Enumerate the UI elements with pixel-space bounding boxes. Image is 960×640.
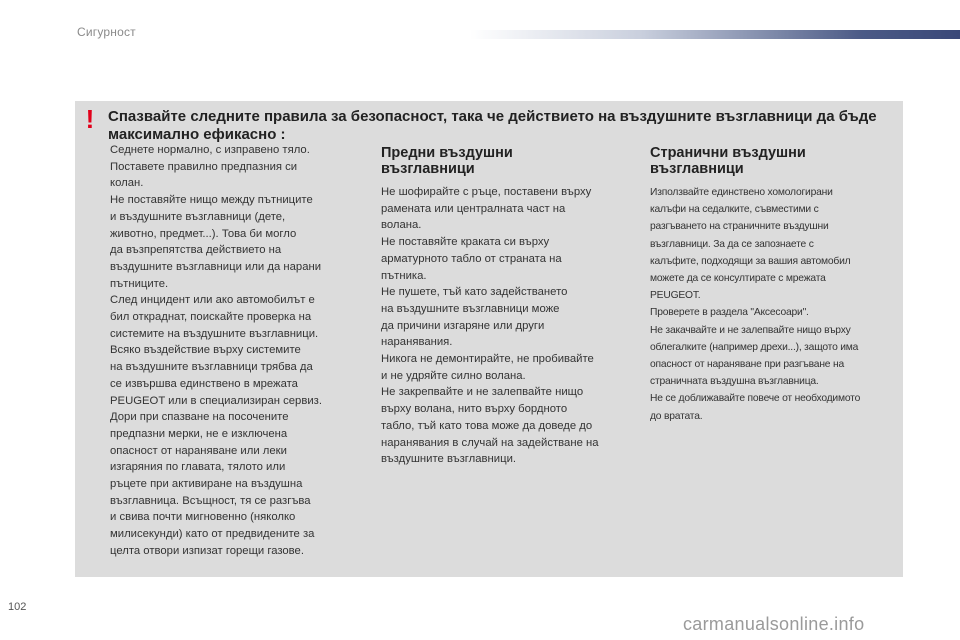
text-line: PEUGEOT. xyxy=(650,290,701,302)
text-line: на въздушните възглавници може xyxy=(381,302,560,315)
text-line: Не закачвайте и не залепвайте нищо върху xyxy=(650,324,851,336)
text-line: Поставете правилно предпазния си xyxy=(110,160,298,173)
text-line: колан. xyxy=(110,177,144,190)
text-line: можете да се консултирате с мрежата xyxy=(650,273,826,285)
text-line: до вратата. xyxy=(650,410,703,422)
text-line: въздушните възглавници. xyxy=(381,453,517,466)
text-line: Не шофирайте с ръце, поставени върху xyxy=(381,186,592,198)
text-line: Никога не демонтирайте, не пробивайте xyxy=(381,353,594,366)
text-line: опасност от нараняване или леки xyxy=(110,444,287,457)
text-line: целта отвори изпизат горещи газове. xyxy=(110,544,304,557)
text-line: животно, предмет...). Това би могло xyxy=(110,227,297,240)
text-line: бил откраднат, поискайте проверка на xyxy=(110,311,312,324)
text-line: ръцете при активиране на въздушна xyxy=(110,478,303,491)
warning-heading: Спазвайте следните правила за безопасност, така че действието на въздушните възглавници да бъде максимално ефикасно : xyxy=(108,108,877,143)
front-airbags-title-line2: възглавници xyxy=(381,161,475,177)
side-airbags-title-line2: възглавници xyxy=(650,161,744,177)
side-airbags-text xyxy=(650,184,900,425)
front-airbags-column xyxy=(381,145,631,468)
front-airbags-text xyxy=(381,184,631,468)
text-line: пътника. xyxy=(381,269,427,282)
text-line: Проверете в раздела "Аксесоари". xyxy=(650,307,809,319)
text-line: да възпрепятства действието на xyxy=(110,244,282,257)
front-airbags-title xyxy=(381,145,631,177)
text-line: Не пушете, тъй като задействането xyxy=(381,286,568,299)
text-line: облегалките (например дрехи...), защото има xyxy=(650,341,859,353)
text-line: наранявания. xyxy=(381,336,453,349)
watermark: carmanualsonline.info xyxy=(683,614,865,634)
text-line: пътниците. xyxy=(110,277,169,290)
text-line: върху волана, нито върху бордното xyxy=(381,403,568,416)
text-line: калъфите, подходящи за вашия автомобил xyxy=(650,255,851,267)
text-line: Дори при спазване на посочените xyxy=(110,411,289,424)
side-airbags-title-line1: Странични въздушни xyxy=(650,145,806,161)
text-line: табло, тъй като това може да доведе до xyxy=(381,419,593,432)
side-airbags-column xyxy=(650,145,900,425)
page-number: 102 xyxy=(8,601,27,613)
text-line: на въздушните възглавници трябва да xyxy=(110,361,313,374)
text-line: милисекунди) като от предвидените за xyxy=(110,528,315,541)
text-line: Не закрепвайте и не залепвайте нищо xyxy=(381,386,584,399)
text-line: PEUGEOT или в специализиран сервиз. xyxy=(110,394,322,407)
text-line: възглавници. За да се запознаете с xyxy=(650,238,814,250)
text-line: системите на въздушните възглавници. xyxy=(110,327,319,340)
text-line: Не поставяйте краката си върху xyxy=(381,236,550,249)
text-line: калъфи на седалките, съвместими с xyxy=(650,204,819,216)
left-column-text xyxy=(110,142,360,560)
text-line: се извършва единствено в мрежата xyxy=(110,377,298,390)
text-line: и свива почти мигновенно (няколко xyxy=(110,511,296,524)
text-line: рамената или централната част на xyxy=(381,202,566,215)
text-line: разгъването на страничните въздушни xyxy=(650,221,829,233)
text-line: Използвайте единствено хомологирани xyxy=(650,187,833,198)
text-line: възглавница. Всъщност, тя се разгъва xyxy=(110,494,311,507)
text-line: арматурното табло от страната на xyxy=(381,252,562,265)
text-line: волана. xyxy=(381,219,422,232)
side-airbags-title xyxy=(650,145,900,177)
text-line: Седнете нормално, с изправено тяло. xyxy=(110,144,310,156)
exclamation-icon: ! xyxy=(85,104,95,134)
text-line: Не се доближавайте повече от необходимото xyxy=(650,393,861,405)
text-line: и въздушните възглавници (дете, xyxy=(110,210,286,223)
text-line: въздушните възглавници или да нарани xyxy=(110,260,322,273)
header-gradient-bar xyxy=(470,30,960,39)
text-line: да причини изгаряне или други xyxy=(381,319,545,332)
text-line: опасност от нараняване при разгъване на xyxy=(650,359,845,371)
front-airbags-title-line1: Предни въздушни xyxy=(381,145,513,161)
text-line: изгаряния по главата, тялото или xyxy=(110,461,286,474)
text-line: наранявания в случай на задействане на xyxy=(381,436,599,449)
text-line: След инцидент или ако автомобилът е xyxy=(110,294,315,307)
text-line: и не удряйте силно волана. xyxy=(381,369,526,382)
text-line: страничната въздушна възглавница. xyxy=(650,376,819,388)
text-line: предпазни мерки, не е изключена xyxy=(110,427,288,440)
text-line: Не поставяйте нищо между пътниците xyxy=(110,194,313,207)
text-line: Всяко въздействие върху системите xyxy=(110,344,301,357)
section-title: Сигурност xyxy=(77,25,136,39)
left-column xyxy=(110,142,360,560)
